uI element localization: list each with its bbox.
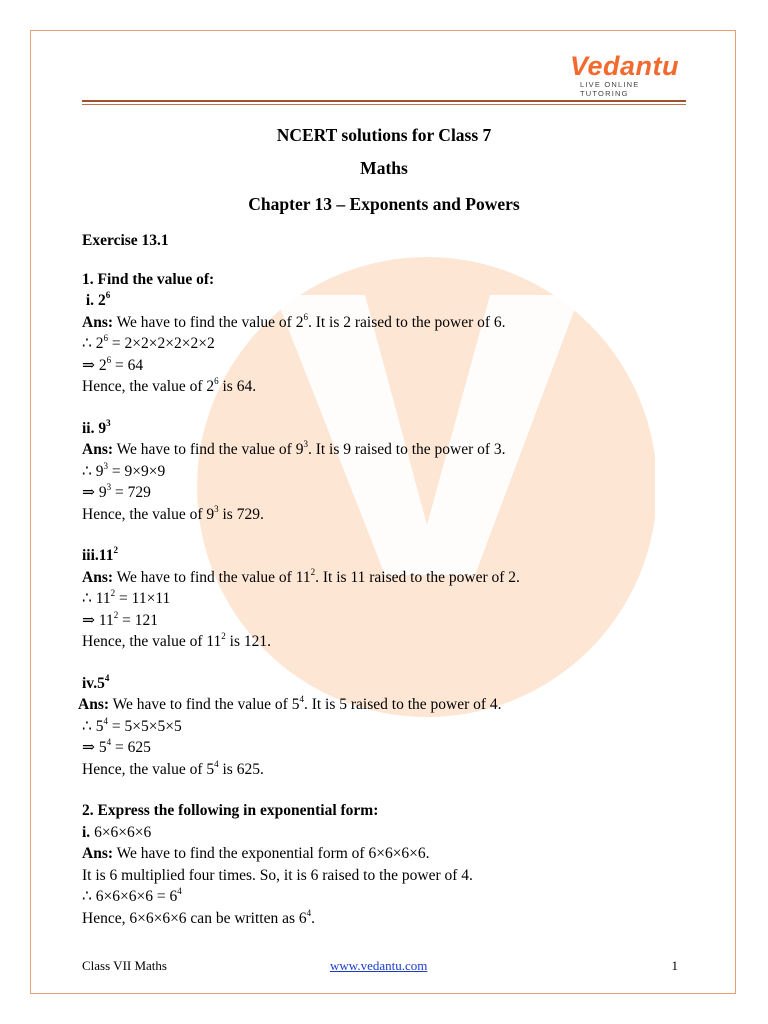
q1-i-label: i. $2^6$ — [85, 290, 111, 309]
q1-ii-hence: Hence, the value of $9^3$ is 729. — [82, 503, 264, 523]
title-line-3: Chapter 13 – Exponents and Powers — [248, 194, 520, 214]
q2-i-line2: It is 6 multiplied four times. So, it is 6 raised to the power of 4. — [82, 866, 473, 884]
document-body — [78, 120, 686, 929]
q1-iii-label: $iii.11^2$ — [82, 545, 118, 564]
q1-iii-hence: Hence, the value of $11^2$ is 121. — [82, 631, 272, 650]
vedantu-logo — [570, 51, 690, 98]
page-number: 1 — [671, 958, 678, 973]
q1-iii-step2: ⇒ $11^2 = 121$ — [82, 609, 159, 629]
q1-iv-step1: ∴ $5^4 = 5\times 5\times 5\times 5$ — [82, 715, 182, 735]
q1-iv-answer: Ans: We have to find the value of $5^4$. It is 5 raised to the power of 4. — [78, 694, 502, 713]
exercise-heading: Exercise 13.1 — [82, 232, 169, 249]
q1-i-answer: Ans: We have to find the value of $2^6$. It is 2 raised to the power of 6. — [82, 311, 506, 331]
q1-iii-answer: Ans: We have to find the value of $11^2$. It is 11 raised to the power of 2. — [82, 566, 520, 586]
footer-website-link[interactable]: www.vedantu.com — [330, 958, 428, 973]
q2-i-hence: Hence, 6×6×6×6 can be written as $6^4$. — [82, 907, 316, 927]
q2-i-step1: ∴ $6\times 6\times 6\times 6 = 6^4$ — [82, 886, 182, 905]
q2-i-label: i. 6×6×6×6 — [82, 823, 152, 841]
q2-heading: 2. Express the following in exponential form: — [82, 802, 379, 819]
header-rule-thin — [82, 104, 686, 105]
q1-ii-step2: ⇒ $9^3 = 729$ — [82, 482, 151, 501]
q2-i-answer: Ans: We have to find the exponential form of 6×6×6×6. — [82, 845, 430, 862]
q1-iv-hence: Hence, the value of $5^4$ is 625. — [82, 758, 264, 778]
logo-tagline: LIVE ONLINE TUTORING — [580, 80, 640, 98]
q1-heading: 1. Find the value of: — [82, 270, 215, 288]
title-line-1: NCERT solutions for Class 7 — [276, 125, 492, 145]
q1-i-step2: ⇒ $2^6 = 64$ — [82, 354, 144, 374]
q1-iv-label: $iv.5^4$ — [82, 672, 110, 692]
logo-name: Vedantu — [570, 51, 680, 81]
q1-i-step1: ∴ $2^6 = 2\times 2\times 2\times 2\times 2\times 2$ — [82, 333, 215, 352]
title-line-2: Maths — [360, 158, 408, 178]
q1-ii-step1: ∴ $9^3 = 9\times 9\times 9$ — [82, 460, 166, 480]
header-rule — [82, 100, 686, 102]
q1-iv-step2: ⇒ $5^4 = 625$ — [82, 737, 151, 756]
q1-i-hence: Hence, the value of $2^6$ is 64. — [82, 376, 257, 395]
footer-class-label: Class VII Maths — [82, 958, 167, 973]
q1-ii-label: ii. $9^3$ — [82, 417, 111, 437]
q1-iii-step1: ∴ $11^2 = 11\times 11$ — [82, 588, 171, 607]
q1-ii-answer: Ans: We have to find the value of $9^3$. It is 9 raised to the power of 3. — [82, 439, 506, 458]
